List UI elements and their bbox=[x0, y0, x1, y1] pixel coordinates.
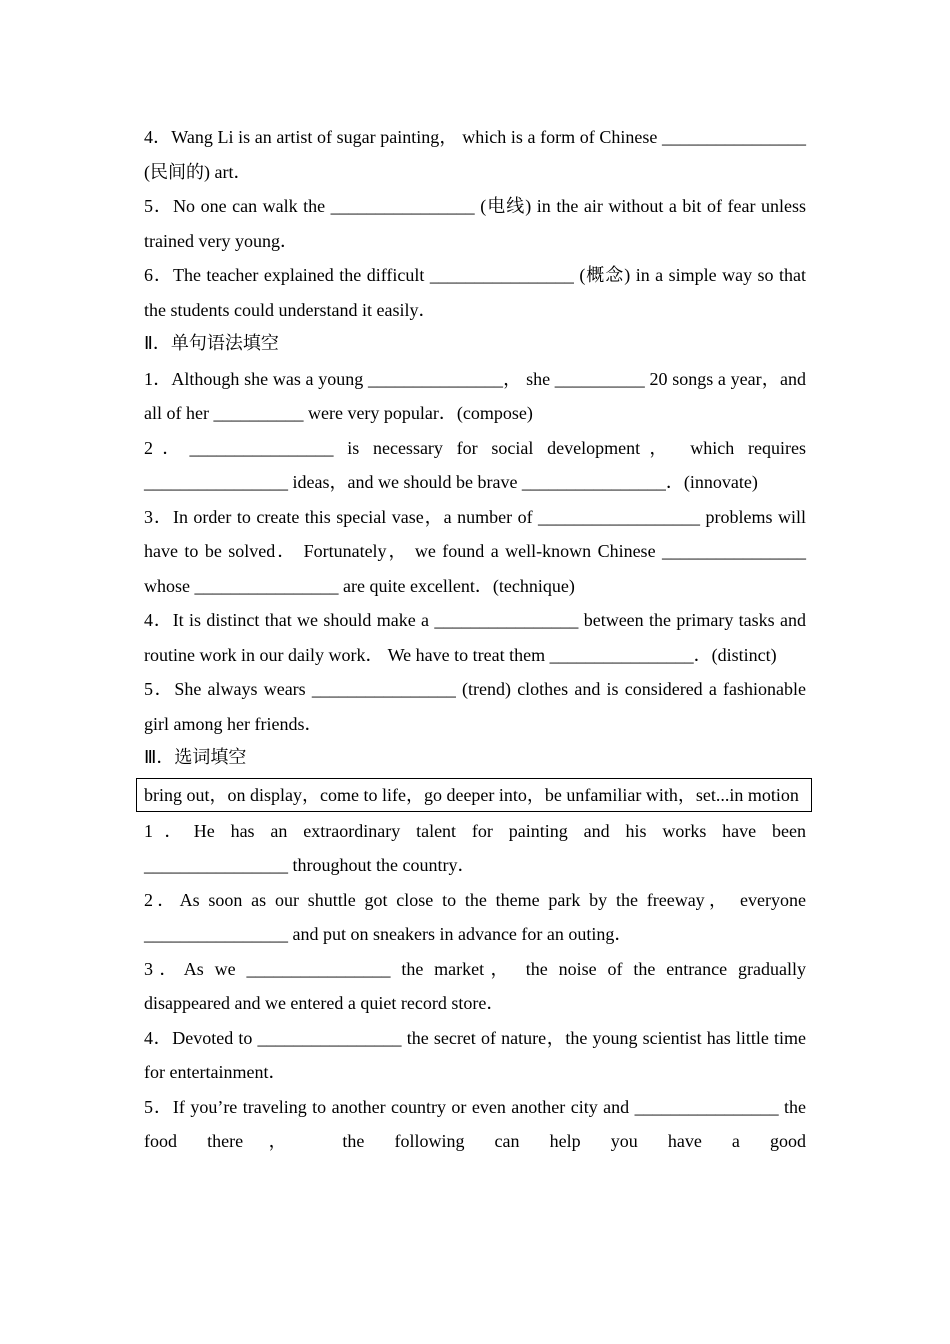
exercise-item: 3．In order to create this special vase，a number of __________________ problems will have to be solved． Fortunately， we found a well-known Chinese ________________ whose ________________ are quite excellent．(technique) bbox=[144, 506, 806, 596]
exercise-item: 4．Wang Li is an artist of sugar painting， which is a form of Chinese ________________ (民间的) art． bbox=[144, 127, 807, 182]
exercise-item: 5．If you’re traveling to another country or even another city and ________________ the food there， the following can help you have a good bbox=[144, 1096, 806, 1151]
exercise-item: 1．Although she was a young _______________， she __________ 20 songs a year，and all of her __________ were very popular．(compose) bbox=[144, 368, 806, 423]
exercise-item: 6．The teacher explained the difficult ________________ (概念) in a simple way so that the students could understand it easily． bbox=[144, 265, 807, 320]
exercise-item: 2．As soon as our shuttle got close to the theme park by the freeway， everyone ________________ and put on sneakers in advance for an outing． bbox=[144, 889, 807, 944]
exercise-item: 5．She always wears ________________ (trend) clothes and is considered a fashionable girl among her friends． bbox=[144, 679, 806, 734]
exercise-item: 2．________________ is necessary for social development， which requires ________________ ideas，and we should be brave ________________．(innovate) bbox=[144, 437, 807, 492]
exercise-item: 3．As we ________________ the market， the noise of the entrance gradually disappeared and we entered a quiet record store． bbox=[144, 958, 806, 1013]
exercise-item: 5．No one can walk the ________________ (电线) in the air without a bit of fear unless trained very young． bbox=[144, 196, 806, 251]
exercise-item: 4．Devoted to ________________ the secret of nature，the young scientist has little time for entertainment． bbox=[144, 1027, 807, 1082]
exercise-item: 4．It is distinct that we should make a ________________ between the primary tasks and routine work in our daily work． We have to treat them ________________．(distinct) bbox=[144, 610, 806, 665]
exercise-item: 1．He has an extraordinary talent for painting and his works have been ________________ throughout the country． bbox=[144, 820, 806, 875]
section-heading-word-choice: Ⅲ．选词填空 bbox=[144, 747, 247, 768]
section-heading-grammar: Ⅱ．单句语法填空 bbox=[144, 333, 279, 354]
word-bank-box: bring out，on display，come to life，go deeper into，be unfamiliar with，set...in motion bbox=[136, 778, 812, 812]
document-page bbox=[144, 120, 806, 1159]
